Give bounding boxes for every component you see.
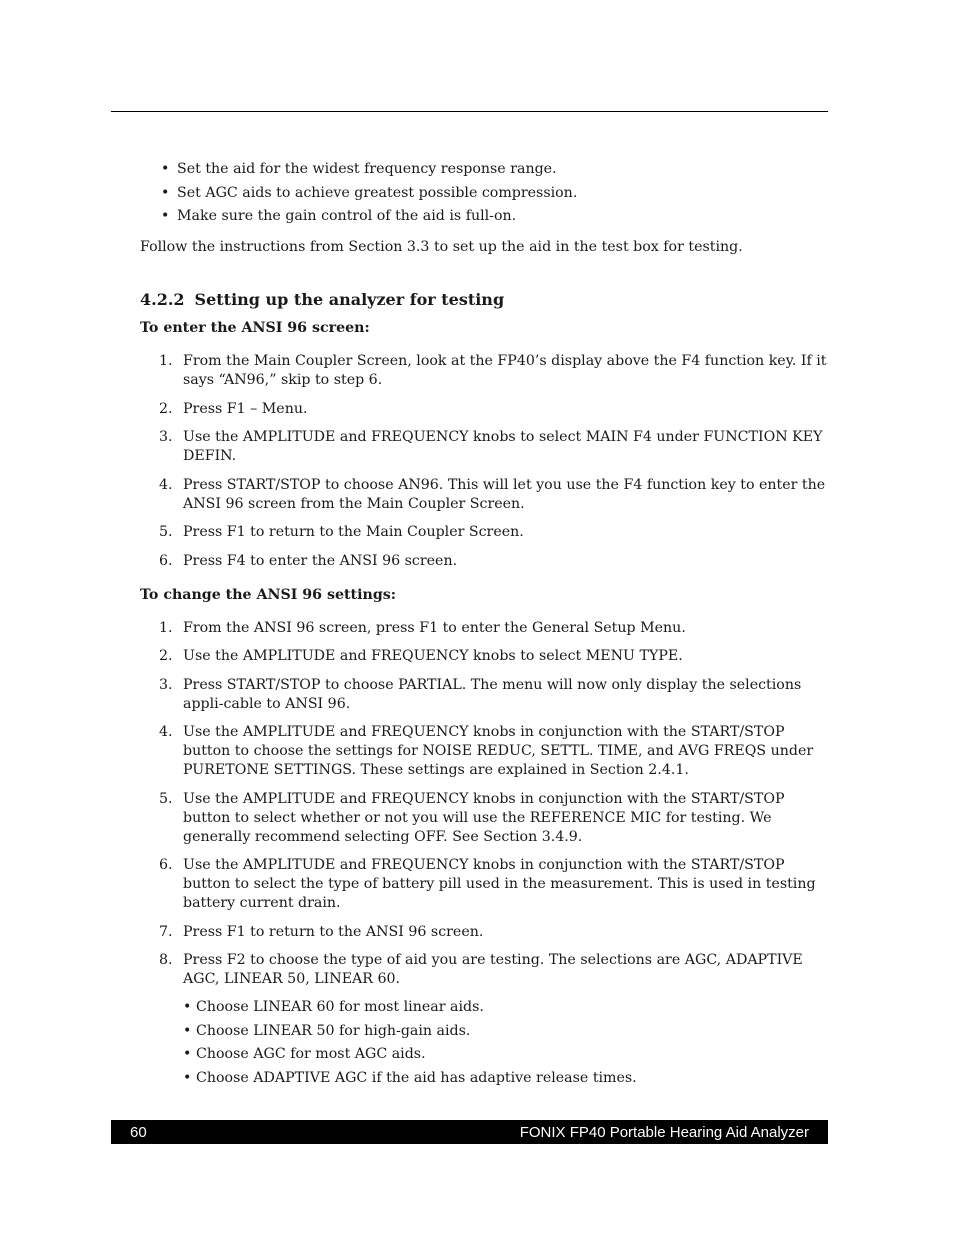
step-text: Press F4 to enter the ANSI 96 screen. [183,552,458,569]
change-settings-heading: To change the ANSI 96 settings: [140,586,396,603]
step-number: 1. [159,353,173,369]
aid-type-bullets [183,998,828,1088]
change-settings-steps [140,619,828,1088]
step-number: 1. [159,619,173,636]
step-text: Use the AMPLITUDE and FREQUENCY knobs in conjunction with the START/STOP button to choose the settings for NOISE REDUC, SETTL. TIME, and AVG FREQS under PURETONE SETTINGS. These settings are explained in Section 2.4.1. [183,724,814,778]
step-number: 5. [159,790,173,807]
step-number: 7. [159,923,173,940]
step-text: Press F2 to choose the type of aid you are testing. The selections are AGC, ADAPTIVE AGC, LINEAR 50, LINEAR 60. [183,952,803,987]
step-number: 6. [159,552,173,569]
page-footer [111,1120,828,1144]
step-text: Press F1 to return to the Main Coupler Screen. [183,524,524,540]
step-item [140,352,828,390]
step-text: Press F1 – Menu. [183,400,308,417]
section-heading [140,290,828,310]
step-item [140,476,828,514]
enter-screen-steps [140,352,828,571]
step-text: Use the AMPLITUDE and FREQUENCY knobs in conjunction with the START/STOP button to select the type of battery pill used in the measurement. This is used in testing battery current drain. [183,857,816,911]
step-item [140,619,828,638]
step-item [140,923,828,942]
step-item [140,428,828,466]
step-item [140,523,828,542]
step-number: 8. [159,952,173,968]
aid-type-bullet: • Choose LINEAR 50 for high-gain aids. [183,1022,828,1041]
step-item [140,400,828,419]
page-number: 60 [130,1123,147,1141]
step-text: From the Main Coupler Screen, look at the FP40’s display above the F4 function key. If it says “AN96,” skip to step 6. [183,353,827,388]
aid-type-bullet: • Choose LINEAR 60 for most linear aids. [183,998,828,1017]
step-text: From the ANSI 96 screen, press F1 to enter the General Setup Menu. [183,619,686,636]
step-number: 3. [159,676,173,693]
step-text: Press START/STOP to choose AN96. This will let you use the F4 function key to enter the ANSI 96 screen from the Main Coupler Screen. [183,476,826,512]
intro-paragraph: Follow the instructions from Section 3.3 to set up the aid in the test box for testing. [140,239,743,255]
step-item [140,647,828,666]
step-text: Use the AMPLITUDE and FREQUENCY knobs in conjunction with the START/STOP button to select whether or not you will use the REFERENCE MIC for testing. We generally recommend selecting OFF. See Section 3.4.9. [183,790,785,845]
step-number: 5. [159,524,173,540]
step-item [140,790,828,847]
intro-bullet: • Set the aid for the widest frequency response range. [140,160,828,179]
step-item [140,552,828,571]
step-item [140,951,828,1088]
intro-bullet: • Make sure the gain control of the aid is full-on. [140,207,828,226]
step-number: 4. [159,476,173,493]
step-item [140,856,828,913]
header-rule [111,111,828,112]
step-text: Use the AMPLITUDE and FREQUENCY knobs to select MENU TYPE. [183,648,683,664]
footer-title: FONIX FP40 Portable Hearing Aid Analyzer [519,1123,809,1141]
intro-bullet: • Set AGC aids to achieve greatest possible compression. [140,184,828,203]
step-number: 4. [159,724,173,740]
section-number: 4.2.2 [140,290,185,309]
step-number: 3. [159,429,173,445]
step-number: 2. [159,400,173,417]
step-text: Use the AMPLITUDE and FREQUENCY knobs to select MAIN F4 under FUNCTION KEY DEFIN. [183,429,823,464]
section-title: Setting up the analyzer for testing [194,290,505,309]
page-content [140,160,828,1097]
step-number: 2. [159,648,173,664]
intro-bullet-list [140,160,828,226]
aid-type-bullet: • Choose AGC for most AGC aids. [183,1045,828,1064]
step-item [140,676,828,714]
step-text: Press START/STOP to choose PARTIAL. The menu will now only display the selections appli-cable to ANSI 96. [183,676,802,712]
aid-type-bullet: • Choose ADAPTIVE AGC if the aid has adaptive release times. [183,1069,828,1088]
step-item [140,723,828,780]
enter-screen-heading: To enter the ANSI 96 screen: [140,320,370,336]
step-number: 6. [159,857,173,873]
step-text: Press F1 to return to the ANSI 96 screen. [183,923,484,940]
